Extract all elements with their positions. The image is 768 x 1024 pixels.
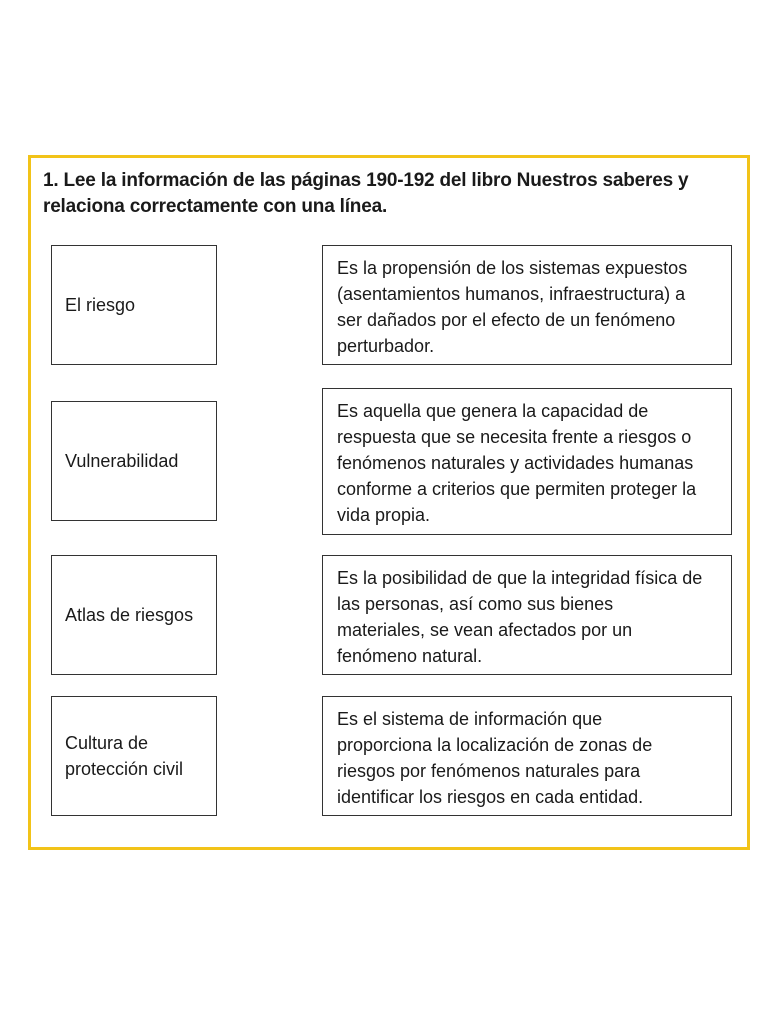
term-box-atlas-de-riesgos[interactable] — [51, 555, 217, 675]
definition-line: (asentamientos humanos, infraestructura) a — [337, 284, 686, 304]
definition-line: Es la posibilidad de que la integridad física de — [337, 568, 703, 588]
definition-box-1[interactable] — [322, 245, 732, 365]
definition-line: fenómeno natural. — [337, 646, 483, 666]
definition-line: vida propia. — [337, 505, 431, 525]
term-label: Atlas de riesgos — [65, 605, 194, 625]
definition-line: riesgos por fenómenos naturales para — [337, 761, 641, 781]
question-text — [43, 168, 733, 220]
definition-line: conforme a criterios que permiten proteger la — [337, 479, 697, 499]
definition-line: Es el sistema de información que — [337, 709, 603, 729]
definition-line: Es aquella que genera la capacidad de — [337, 401, 649, 421]
question-line-2: relaciona correctamente con una línea. — [43, 196, 388, 217]
term-label — [65, 730, 183, 782]
definition-line: Es la propensión de los sistemas expuestos — [337, 258, 688, 278]
definition-box-2[interactable] — [322, 388, 732, 535]
term-label: Vulnerabilidad — [65, 451, 179, 471]
worksheet-frame — [28, 155, 750, 850]
definition-line: perturbador. — [337, 336, 435, 356]
term-label: El riesgo — [65, 295, 136, 315]
term-label-line-2: protección civil — [65, 759, 184, 779]
definition-line: materiales, se vean afectados por un — [337, 620, 633, 640]
definition-line: respuesta que se necesita frente a riesgos o — [337, 427, 692, 447]
definition-box-3[interactable] — [322, 555, 732, 675]
definition-line: fenómenos naturales y actividades humanas — [337, 453, 694, 473]
definition-line: identificar los riesgos en cada entidad. — [337, 787, 644, 807]
term-box-el-riesgo[interactable] — [51, 245, 217, 365]
term-box-cultura-de-proteccion-civil[interactable] — [51, 696, 217, 816]
definition-box-4[interactable] — [322, 696, 732, 816]
question-line-1: 1. Lee la información de las páginas 190-192 del libro Nuestros saberes y — [43, 170, 689, 191]
term-box-vulnerabilidad[interactable] — [51, 401, 217, 521]
definition-line: las personas, así como sus bienes — [337, 594, 614, 614]
definition-line: proporciona la localización de zonas de — [337, 735, 653, 755]
term-label-line-1: Cultura de — [65, 733, 149, 753]
definition-line: ser dañados por el efecto de un fenómeno — [337, 310, 676, 330]
